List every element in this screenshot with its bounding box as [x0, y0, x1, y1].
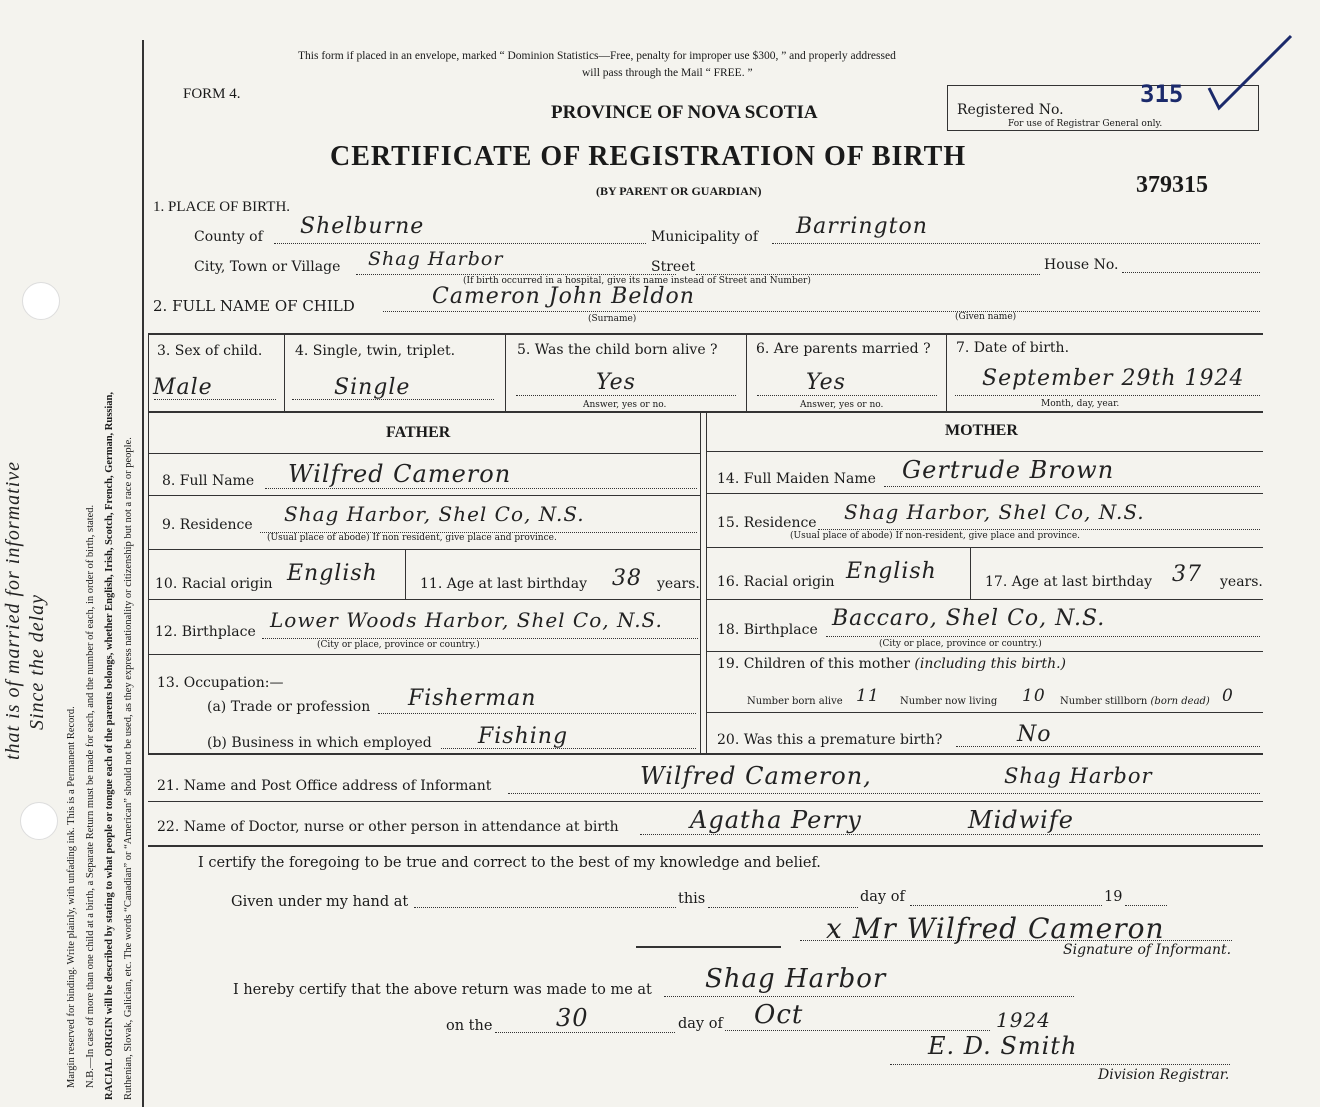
form-number: FORM 4.: [183, 86, 241, 102]
day-of-label: day of: [860, 889, 905, 905]
this-label: this: [678, 891, 706, 907]
occupation-label: 13. Occupation:—: [157, 675, 284, 691]
margin-handwritten-note-2: Since the delay: [26, 593, 48, 730]
mother-birthplace-note: (City or place, province or country.): [879, 639, 1042, 649]
signature-of-informant-label: Signature of Informant.: [1063, 942, 1232, 958]
registrar-year: 1924: [996, 1008, 1051, 1032]
certificate-subtitle: (BY PARENT OR GUARDIAN): [596, 184, 762, 198]
father-residence-value: Shag Harbor, Shel Co, N.S.: [284, 502, 585, 526]
postal-notice: This form if placed in an envelope, marked “ Dominion Statistics—Free, penalty for improper use $300, ” and properly addressed: [298, 50, 896, 62]
stillborn-label-text: Number stillborn: [1060, 696, 1148, 707]
certificate-number: 379315: [1136, 172, 1208, 198]
mother-birthplace-value: Baccaro, Shel Co, N.S.: [832, 606, 1106, 631]
certificate-title: CERTIFICATE OF REGISTRATION OF BIRTH: [330, 141, 967, 172]
mother-age-label: 17. Age at last birthday: [985, 574, 1153, 590]
sex-label: 3. Sex of child.: [157, 343, 263, 359]
registrar-signature: E. D. Smith: [928, 1032, 1078, 1060]
province-heading: PROVINCE OF NOVA SCOTIA: [551, 102, 818, 123]
registered-note: For use of Registrar General only.: [1008, 119, 1163, 129]
born-alive-label: 5. Was the child born alive ?: [517, 342, 718, 358]
child-name-label: 2. FULL NAME OF CHILD: [153, 297, 355, 315]
surname-note: (Surname): [588, 314, 637, 324]
now-living-label: Number now living: [900, 696, 998, 707]
trade-value: Fisherman: [408, 686, 537, 711]
attendant-name: Agatha Perry: [690, 806, 862, 834]
stillborn-value: 0: [1222, 686, 1234, 706]
postal-notice-2: will pass through the Mail “ FREE. ”: [582, 67, 753, 79]
hospital-note: (If birth occurred in a hospital, give its name instead of Street and Number): [463, 276, 811, 286]
parents-married-value: Yes: [806, 370, 846, 395]
county-label: County of: [194, 229, 263, 245]
father-race-label: 10. Racial origin: [155, 576, 273, 592]
county-value: Shelburne: [300, 214, 425, 239]
certify-statement: I certify the foregoing to be true and correct to the best of my knowledge and belief.: [198, 855, 821, 871]
parents-married-label: 6. Are parents married ?: [756, 341, 931, 357]
mother-birthplace-label: 18. Birthplace: [717, 622, 818, 638]
father-birthplace-value: Lower Woods Harbor, Shel Co, N.S.: [270, 608, 663, 632]
binding-hole-top: [22, 282, 60, 320]
father-race-value: English: [287, 561, 378, 586]
dob-value: September 29th 1924: [982, 366, 1245, 391]
informant-address: Shag Harbor: [1004, 764, 1153, 788]
mother-race-label: 16. Racial origin: [717, 574, 835, 590]
mother-heading: MOTHER: [945, 422, 1018, 439]
mother-residence-value: Shag Harbor, Shel Co, N.S.: [844, 500, 1145, 524]
margin-note-binding: Margin reserved for binding. Write plainly, with unfading ink. This is a Permanent Record.: [66, 706, 77, 1088]
mother-residence-label: 15. Residence: [717, 515, 817, 531]
mother-name-value: Gertrude Brown: [902, 456, 1115, 484]
informant-label: 21. Name and Post Office address of Informant: [157, 778, 492, 794]
children-label-note: (including this birth.): [914, 656, 1067, 672]
stillborn-label: [1060, 696, 1210, 707]
born-alive-count-value: 11: [856, 686, 880, 706]
check-mark-icon: [1205, 30, 1295, 120]
division-registrar-label: Division Registrar.: [1098, 1067, 1230, 1083]
on-the-label: on the: [446, 1018, 493, 1034]
born-alive-count-label: Number born alive: [747, 696, 843, 707]
mother-age-value: 37: [1172, 562, 1202, 587]
plurality-label: 4. Single, twin, triplet.: [295, 343, 456, 359]
father-residence-note: (Usual place of abode) If non resident, give place and province.: [267, 533, 557, 543]
dob-note: Month, day, year.: [1041, 399, 1120, 409]
municipality-label: Municipality of: [651, 229, 759, 245]
margin-note-racial-origin-2: Ruthenian, Slovak, Galician, etc. The words “Canadian” or “American” should not be used, as they express nationality or citizenship but not a race or people.: [123, 437, 134, 1100]
margin-note-multiple-births: N.B.—In case of more than one child at a birth, a Separate Return must be made for each, and the number of each, in order of birth, stated.: [85, 504, 96, 1088]
registrar-month: Oct: [754, 1000, 804, 1030]
mother-years-label: years.: [1220, 574, 1263, 590]
place-heading: 1. PLACE OF BIRTH.: [153, 199, 291, 215]
informant-name: Wilfred Cameron,: [640, 762, 872, 790]
informant-signature: x Mr Wilfred Cameron: [826, 912, 1165, 945]
registrar-place: Shag Harbor: [705, 964, 887, 994]
mother-name-label: 14. Full Maiden Name: [717, 471, 876, 487]
dob-label: 7. Date of birth.: [956, 340, 1070, 356]
given-under-label: Given under my hand at: [231, 894, 409, 910]
children-label-text: 19. Children of this mother: [717, 656, 910, 672]
mother-residence-note: (Usual place of abode) If non-resident, give place and province.: [790, 531, 1081, 541]
business-label: (b) Business in which employed: [207, 735, 432, 751]
year-prefix: 19: [1104, 889, 1123, 905]
premature-value: No: [1017, 722, 1052, 747]
father-age-label: 11. Age at last birthday: [420, 576, 588, 592]
attendant-role: Midwife: [968, 806, 1074, 834]
children-label: [717, 656, 1066, 672]
registered-number: 315: [1140, 80, 1184, 108]
trade-label: (a) Trade or profession: [207, 699, 371, 715]
child-name-value: Cameron John Beldon: [432, 284, 695, 309]
street-label: Street: [651, 259, 696, 275]
now-living-value: 10: [1022, 686, 1046, 706]
municipality-value: Barrington: [796, 214, 928, 239]
father-residence-label: 9. Residence: [162, 517, 253, 533]
business-value: Fishing: [478, 724, 569, 749]
plurality-value: Single: [334, 375, 411, 400]
registered-label: Registered No.: [957, 102, 1064, 118]
city-label: City, Town or Village: [194, 259, 341, 275]
parents-married-note: Answer, yes or no.: [800, 400, 884, 410]
registrar-day: 30: [556, 1004, 589, 1032]
registrar-day-of-label: day of: [678, 1016, 723, 1032]
premature-label: 20. Was this a premature birth?: [717, 732, 943, 748]
father-heading: FATHER: [386, 424, 451, 441]
father-name-label: 8. Full Name: [162, 473, 255, 489]
margin-handwritten-note: that is of married for informative: [2, 461, 24, 760]
father-birthplace-note: (City or place, province or country.): [317, 640, 480, 650]
born-alive-note: Answer, yes or no.: [583, 400, 667, 410]
born-alive-value: Yes: [596, 370, 636, 395]
house-label: House No.: [1044, 257, 1119, 273]
margin-note-racial-origin: RACIAL ORIGIN will be described by stating to what people or tongue each of the parents belongs, whether English, Irish, Scotch, French, German, Russian,: [104, 391, 115, 1100]
registrar-statement: I hereby certify that the above return was made to me at: [233, 982, 652, 998]
given-name-note: (Given name): [955, 312, 1017, 322]
father-age-value: 38: [612, 566, 642, 591]
stillborn-label-note: (born dead): [1150, 696, 1210, 707]
city-value: Shag Harbor: [368, 248, 504, 270]
binding-hole-middle: [20, 802, 58, 840]
father-birthplace-label: 12. Birthplace: [155, 624, 256, 640]
father-name-value: Wilfred Cameron: [288, 460, 512, 488]
father-years-label: years.: [657, 576, 700, 592]
attendant-label: 22. Name of Doctor, nurse or other person in attendance at birth: [157, 819, 619, 835]
mother-race-value: English: [846, 559, 937, 584]
sex-value: Male: [153, 375, 213, 400]
